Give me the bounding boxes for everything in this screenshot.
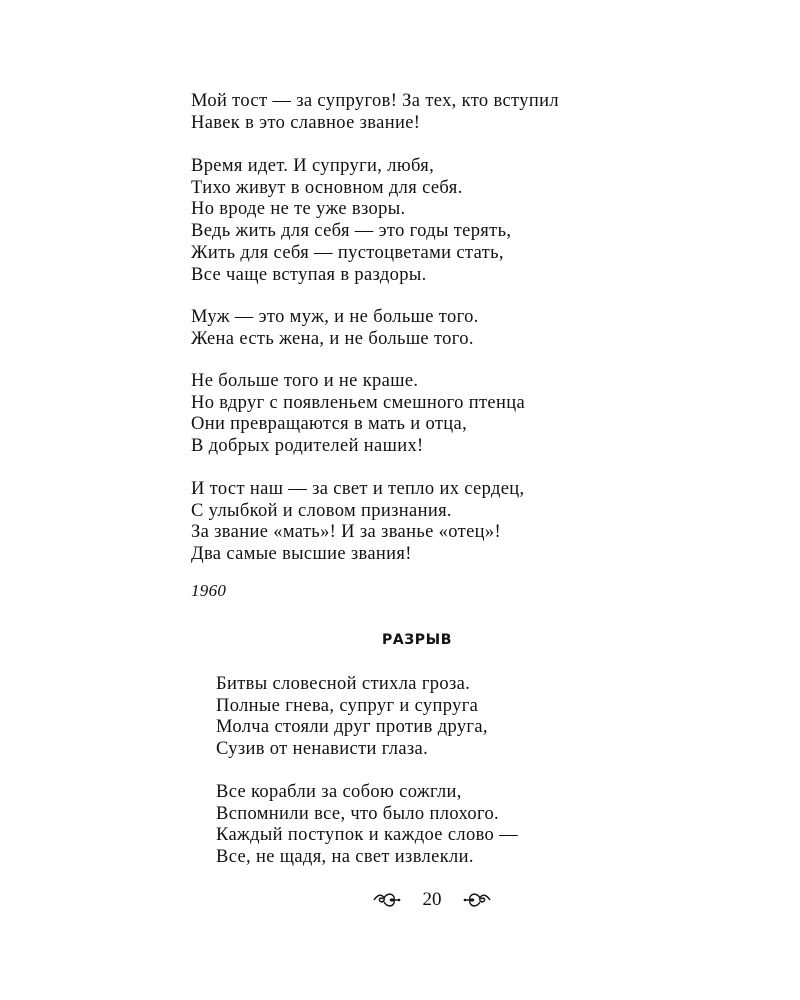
flourish-left-icon xyxy=(372,890,402,910)
verse-line: Ведь жить для себя — это годы терять, xyxy=(191,221,512,242)
poem1-stanza-5 xyxy=(191,479,525,566)
verse-line: Два самые высшие звания! xyxy=(191,544,412,565)
poem1-stanza-2 xyxy=(191,156,511,286)
verse-line: Тихо живут в основном для себя. xyxy=(191,177,463,198)
verse-line: Жить для себя — пустоцветами стать, xyxy=(191,242,504,263)
verse-line: Мой тост — за супругов! За тех, кто вступил xyxy=(191,91,559,111)
page-footer xyxy=(372,886,492,914)
verse-line: И тост наш — за свет и тепло их сердец, xyxy=(191,479,525,499)
verse-line: Не больше того и не краше. xyxy=(191,371,419,391)
verse-line: Молча стояли друг против друга, xyxy=(216,717,488,738)
verse-line: Полные гнева, супруг и супруга xyxy=(216,695,479,716)
verse-line: Но вроде не те уже взоры. xyxy=(191,199,406,220)
poem1-stanza-4 xyxy=(191,371,525,458)
verse-line: Они превращаются в мать и отца, xyxy=(191,414,468,435)
verse-line: Все чаще вступая в раздоры. xyxy=(191,264,427,285)
poem1-stanza-3 xyxy=(191,307,479,350)
poem-title: РАЗРЫВ xyxy=(381,632,453,648)
poem2-stanza-2 xyxy=(216,782,518,869)
poem2-stanza-1 xyxy=(216,674,488,761)
verse-line: Жена есть жена, и не больше того. xyxy=(191,328,474,349)
verse-line: Навек в это славное звание! xyxy=(191,112,421,133)
page-number: 20 xyxy=(422,889,442,910)
verse-line: В добрых родителей наших! xyxy=(191,436,424,457)
verse-line: Каждый поступок и каждое слово — xyxy=(216,825,518,846)
verse-line: Все корабли за собою сожгли, xyxy=(216,782,462,802)
poem1-stanza-1 xyxy=(191,91,559,134)
poem-date: 1960 xyxy=(191,581,227,600)
verse-line: Но вдруг с появленьем смешного птенца xyxy=(191,392,526,413)
verse-line: С улыбкой и словом признания. xyxy=(191,500,452,521)
verse-line: За звание «мать»! И за званье «отец»! xyxy=(191,522,501,543)
flourish-right-icon xyxy=(462,890,492,910)
verse-line: Битвы словесной стихла гроза. xyxy=(216,674,471,694)
verse-line: Муж — это муж, и не больше того. xyxy=(191,307,479,327)
verse-line: Время идет. И супруги, любя, xyxy=(191,156,435,176)
verse-line: Сузив от ненависти глаза. xyxy=(216,739,429,760)
verse-line: Вспомнили все, что было плохого. xyxy=(216,803,500,824)
verse-line: Все, не щадя, на свет извлекли. xyxy=(216,847,474,868)
